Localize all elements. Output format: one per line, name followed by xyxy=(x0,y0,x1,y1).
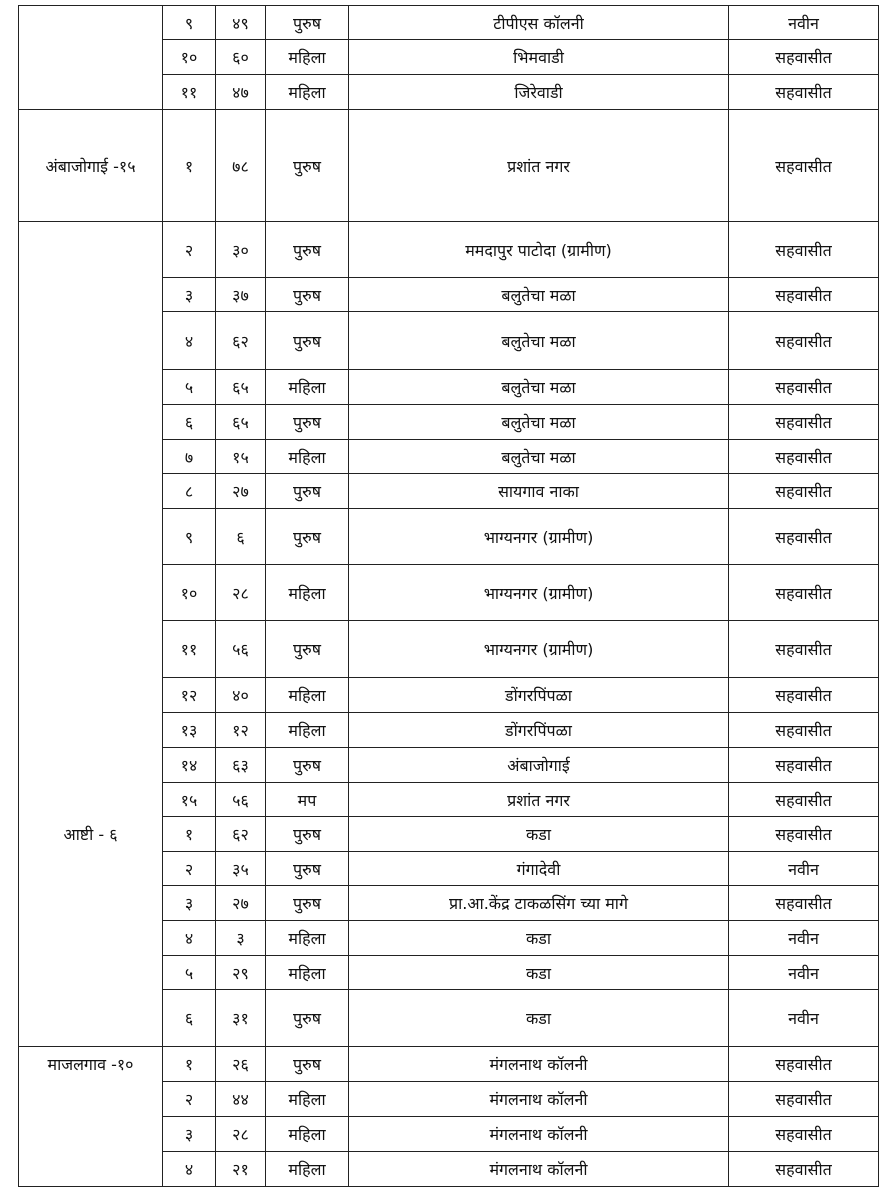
gender-cell: महिला xyxy=(266,713,349,748)
age-cell: ६२ xyxy=(216,312,266,370)
table-row xyxy=(19,783,879,817)
address-cell: भाग्यनगर (ग्रामीण) xyxy=(349,509,729,565)
age-cell: ४४ xyxy=(216,1082,266,1117)
status-cell: नवीन xyxy=(729,852,879,886)
group-cell xyxy=(19,713,163,748)
serial-cell: ३ xyxy=(163,1117,216,1152)
table-row xyxy=(19,748,879,783)
gender-cell: महिला xyxy=(266,440,349,474)
gender-cell: पुरुष xyxy=(266,278,349,312)
group-cell xyxy=(19,440,163,474)
group-cell xyxy=(19,40,163,75)
address-cell: बलुतेचा मळा xyxy=(349,370,729,405)
table-row xyxy=(19,405,879,440)
serial-cell: ६ xyxy=(163,405,216,440)
age-cell: ४० xyxy=(216,678,266,713)
status-cell: सहवासीत xyxy=(729,440,879,474)
serial-cell: ९ xyxy=(163,509,216,565)
age-cell: २८ xyxy=(216,565,266,621)
status-cell: सहवासीत xyxy=(729,370,879,405)
address-cell: कडा xyxy=(349,990,729,1047)
table-row xyxy=(19,440,879,474)
gender-cell: पुरुष xyxy=(266,6,349,40)
group-cell xyxy=(19,1152,163,1187)
table-row xyxy=(19,40,879,75)
group-cell xyxy=(19,886,163,921)
address-cell: गंगादेवी xyxy=(349,852,729,886)
table-row xyxy=(19,990,879,1047)
gender-cell: महिला xyxy=(266,40,349,75)
table-row xyxy=(19,6,879,40)
table-row xyxy=(19,1117,879,1152)
age-cell: ६ xyxy=(216,509,266,565)
address-cell: भाग्यनगर (ग्रामीण) xyxy=(349,621,729,678)
address-cell: प्रशांत नगर xyxy=(349,110,729,222)
serial-cell: ११ xyxy=(163,621,216,678)
age-cell: २१ xyxy=(216,1152,266,1187)
status-cell: सहवासीत xyxy=(729,75,879,110)
address-cell: प्रा.आ.केंद्र टाकळसिंग च्या मागे xyxy=(349,886,729,921)
table-row xyxy=(19,817,879,852)
address-cell: ममदापुर पाटोदा (ग्रामीण) xyxy=(349,222,729,278)
group-cell xyxy=(19,990,163,1047)
age-cell: ७८ xyxy=(216,110,266,222)
serial-cell: २ xyxy=(163,1082,216,1117)
group-cell xyxy=(19,678,163,713)
gender-cell: महिला xyxy=(266,921,349,956)
group-cell xyxy=(19,278,163,312)
status-cell: नवीन xyxy=(729,921,879,956)
gender-cell: महिला xyxy=(266,1082,349,1117)
status-cell: सहवासीत xyxy=(729,110,879,222)
serial-cell: ४ xyxy=(163,921,216,956)
gender-cell: पुरुष xyxy=(266,509,349,565)
age-cell: ३१ xyxy=(216,990,266,1047)
gender-cell: पुरुष xyxy=(266,222,349,278)
status-cell: नवीन xyxy=(729,6,879,40)
serial-cell: १ xyxy=(163,110,216,222)
serial-cell: १२ xyxy=(163,678,216,713)
group-cell xyxy=(19,405,163,440)
age-cell: ४७ xyxy=(216,75,266,110)
serial-cell: ४ xyxy=(163,1152,216,1187)
gender-cell: महिला xyxy=(266,956,349,990)
table-row xyxy=(19,1152,879,1187)
table-row xyxy=(19,956,879,990)
address-cell: मंगलनाथ कॉलनी xyxy=(349,1047,729,1082)
group-cell: अंबाजोगाई -१५ xyxy=(19,110,163,222)
address-cell: जिरेवाडी xyxy=(349,75,729,110)
group-cell xyxy=(19,75,163,110)
group-cell xyxy=(19,474,163,509)
address-cell: डोंगरपिंपळा xyxy=(349,678,729,713)
status-cell: सहवासीत xyxy=(729,748,879,783)
age-cell: १५ xyxy=(216,440,266,474)
gender-cell: पुरुष xyxy=(266,110,349,222)
group-cell: माजलगाव -१० xyxy=(19,1047,163,1082)
serial-cell: ८ xyxy=(163,474,216,509)
status-cell: सहवासीत xyxy=(729,312,879,370)
status-cell: सहवासीत xyxy=(729,1047,879,1082)
status-cell: सहवासीत xyxy=(729,405,879,440)
table-row xyxy=(19,1047,879,1082)
gender-cell: महिला xyxy=(266,565,349,621)
gender-cell: पुरुष xyxy=(266,817,349,852)
status-cell: सहवासीत xyxy=(729,1082,879,1117)
age-cell: ५६ xyxy=(216,621,266,678)
group-cell xyxy=(19,565,163,621)
serial-cell: १४ xyxy=(163,748,216,783)
gender-cell: पुरुष xyxy=(266,405,349,440)
table-row xyxy=(19,621,879,678)
address-cell: बलुतेचा मळा xyxy=(349,440,729,474)
serial-cell: ११ xyxy=(163,75,216,110)
address-cell: कडा xyxy=(349,817,729,852)
table-row xyxy=(19,278,879,312)
group-cell xyxy=(19,621,163,678)
age-cell: २९ xyxy=(216,956,266,990)
status-cell: सहवासीत xyxy=(729,886,879,921)
serial-cell: १ xyxy=(163,817,216,852)
group-cell xyxy=(19,956,163,990)
table-row xyxy=(19,921,879,956)
patient-table xyxy=(18,5,879,1187)
age-cell: ३७ xyxy=(216,278,266,312)
status-cell: सहवासीत xyxy=(729,1117,879,1152)
gender-cell: महिला xyxy=(266,1117,349,1152)
table-row xyxy=(19,886,879,921)
address-cell: प्रशांत नगर xyxy=(349,783,729,817)
age-cell: ३५ xyxy=(216,852,266,886)
table-row xyxy=(19,1082,879,1117)
address-cell: बलुतेचा मळा xyxy=(349,312,729,370)
table-row xyxy=(19,312,879,370)
group-cell xyxy=(19,852,163,886)
age-cell: २७ xyxy=(216,886,266,921)
address-cell: भाग्यनगर (ग्रामीण) xyxy=(349,565,729,621)
address-cell: बलुतेचा मळा xyxy=(349,405,729,440)
age-cell: २६ xyxy=(216,1047,266,1082)
serial-cell: १० xyxy=(163,565,216,621)
address-cell: भिमवाडी xyxy=(349,40,729,75)
table-row xyxy=(19,474,879,509)
age-cell: ३ xyxy=(216,921,266,956)
age-cell: ३० xyxy=(216,222,266,278)
group-cell: आष्टी - ६ xyxy=(19,817,163,852)
group-cell xyxy=(19,1082,163,1117)
age-cell: २८ xyxy=(216,1117,266,1152)
table-row xyxy=(19,852,879,886)
table-row xyxy=(19,678,879,713)
serial-cell: १३ xyxy=(163,713,216,748)
status-cell: सहवासीत xyxy=(729,621,879,678)
serial-cell: ६ xyxy=(163,990,216,1047)
status-cell: सहवासीत xyxy=(729,1152,879,1187)
serial-cell: १० xyxy=(163,40,216,75)
group-cell xyxy=(19,312,163,370)
status-cell: सहवासीत xyxy=(729,509,879,565)
address-cell: मंगलनाथ कॉलनी xyxy=(349,1152,729,1187)
status-cell: नवीन xyxy=(729,990,879,1047)
serial-cell: ४ xyxy=(163,312,216,370)
status-cell: नवीन xyxy=(729,956,879,990)
address-cell: डोंगरपिंपळा xyxy=(349,713,729,748)
table-row xyxy=(19,370,879,405)
serial-cell: ३ xyxy=(163,886,216,921)
address-cell: कडा xyxy=(349,956,729,990)
table-row xyxy=(19,110,879,222)
age-cell: ६५ xyxy=(216,405,266,440)
group-cell xyxy=(19,783,163,817)
group-cell xyxy=(19,921,163,956)
address-cell: सायगाव नाका xyxy=(349,474,729,509)
age-cell: ४९ xyxy=(216,6,266,40)
age-cell: ६३ xyxy=(216,748,266,783)
gender-cell: पुरुष xyxy=(266,886,349,921)
status-cell: सहवासीत xyxy=(729,278,879,312)
gender-cell: पुरुष xyxy=(266,621,349,678)
status-cell: सहवासीत xyxy=(729,565,879,621)
gender-cell: पुरुष xyxy=(266,852,349,886)
serial-cell: २ xyxy=(163,852,216,886)
group-cell xyxy=(19,370,163,405)
group-cell xyxy=(19,222,163,278)
status-cell: सहवासीत xyxy=(729,678,879,713)
status-cell: सहवासीत xyxy=(729,40,879,75)
address-cell: कडा xyxy=(349,921,729,956)
address-cell: अंबाजोगाई xyxy=(349,748,729,783)
table-row xyxy=(19,75,879,110)
gender-cell: पुरुष xyxy=(266,990,349,1047)
serial-cell: ३ xyxy=(163,278,216,312)
serial-cell: ५ xyxy=(163,370,216,405)
age-cell: १२ xyxy=(216,713,266,748)
status-cell: सहवासीत xyxy=(729,783,879,817)
age-cell: २७ xyxy=(216,474,266,509)
table-row xyxy=(19,222,879,278)
group-cell xyxy=(19,748,163,783)
gender-cell: महिला xyxy=(266,75,349,110)
serial-cell: ९ xyxy=(163,6,216,40)
age-cell: ५६ xyxy=(216,783,266,817)
status-cell: सहवासीत xyxy=(729,817,879,852)
address-cell: मंगलनाथ कॉलनी xyxy=(349,1082,729,1117)
age-cell: ६५ xyxy=(216,370,266,405)
address-cell: टीपीएस कॉलनी xyxy=(349,6,729,40)
address-cell: मंगलनाथ कॉलनी xyxy=(349,1117,729,1152)
gender-cell: मप xyxy=(266,783,349,817)
serial-cell: २ xyxy=(163,222,216,278)
group-cell xyxy=(19,1117,163,1152)
table-row xyxy=(19,713,879,748)
gender-cell: महिला xyxy=(266,678,349,713)
serial-cell: ५ xyxy=(163,956,216,990)
gender-cell: महिला xyxy=(266,1152,349,1187)
status-cell: सहवासीत xyxy=(729,222,879,278)
group-cell xyxy=(19,6,163,40)
gender-cell: महिला xyxy=(266,370,349,405)
gender-cell: पुरुष xyxy=(266,312,349,370)
address-cell: बलुतेचा मळा xyxy=(349,278,729,312)
group-cell xyxy=(19,509,163,565)
serial-cell: १५ xyxy=(163,783,216,817)
table-row xyxy=(19,509,879,565)
serial-cell: १ xyxy=(163,1047,216,1082)
age-cell: ६२ xyxy=(216,817,266,852)
patient-table-body xyxy=(19,6,879,1187)
serial-cell: ७ xyxy=(163,440,216,474)
status-cell: सहवासीत xyxy=(729,713,879,748)
gender-cell: पुरुष xyxy=(266,748,349,783)
status-cell: सहवासीत xyxy=(729,474,879,509)
table-row xyxy=(19,565,879,621)
gender-cell: पुरुष xyxy=(266,474,349,509)
gender-cell: पुरुष xyxy=(266,1047,349,1082)
age-cell: ६० xyxy=(216,40,266,75)
